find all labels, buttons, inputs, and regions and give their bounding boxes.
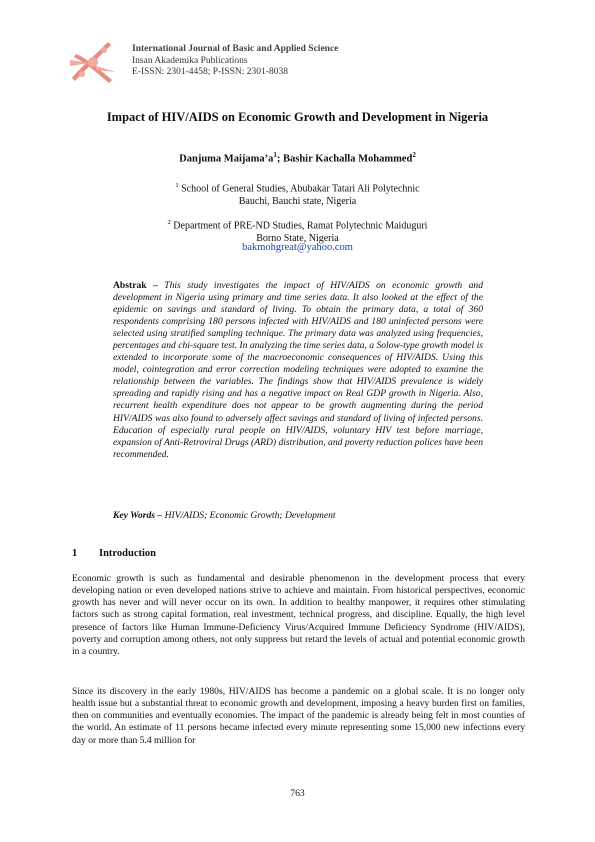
paragraph-2: Since its discovery in the early 1980s, HIV/AIDS has become a pandemic on a global scale. It is no longer only health issue but a substantial threat to economic growth and development, imposing a heavy burden first on families, then on communities and eventually economies. The impact of the pandemic is already being felt in most counties of the world. An estimate of 11 persons became infected every minute representing some 15,000 new infections every day or more than 5.4 million for: [72, 686, 525, 746]
section-title: Introduction: [99, 548, 156, 559]
affiliation-1-line2: Bauchi, Bauchi state, Nigeria: [238, 196, 357, 208]
section-heading: [72, 548, 156, 559]
author-separator: ;: [276, 153, 283, 165]
author-2-sup: 2: [412, 151, 416, 159]
affiliation-2-line2: Borno State, Nigeria: [256, 233, 339, 245]
keywords-label: Key Words –: [113, 510, 163, 521]
affiliation-2-sup: 2: [167, 219, 171, 226]
affiliation-1-sup: 1: [175, 182, 179, 189]
page-number: 763: [290, 788, 305, 799]
paragraph-1: Economic growth is such as fundamental and desirable phenomenon in the development process that every developing nation or even developed nations strive to achieve and maintain. From historical perspectives, economic growth has never and will never occur on its own. In addition to healthy manpower, it requires other stimulating factors such as strong capital formation, real investment, technical progress, and discipline. Equally, the high level presence of factors like Human Immune-Deficiency Virus/Acquired Immune Deficiency Syndrome (HIV/AIDS), poverty and corruption among others, not only suppress but retard the levels of actual and potential economic growth in a country.: [72, 573, 525, 657]
journal-logo-icon: [68, 36, 126, 86]
paper-title: Impact of HIV/AIDS on Economic Growth and Development in Nigeria: [106, 110, 489, 124]
author-1: Danjuma Maijama’a: [179, 153, 274, 165]
keywords-text: HIV/AIDS; Economic Growth; Development: [162, 510, 336, 521]
keywords: [113, 510, 483, 521]
abstract-label: Abstrak –: [113, 280, 158, 291]
affiliation-1-line1: School of General Studies, Abubakar Tatari Ali Polytechnic: [181, 183, 420, 195]
author-line: [0, 151, 595, 165]
journal-info: [132, 44, 338, 79]
journal-issn: E-ISSN: 2301-4458; P-ISSN: 2301-8038: [132, 67, 288, 77]
journal-name: International Journal of Basic and Applied Science: [132, 44, 339, 54]
affiliation-2: [0, 216, 595, 245]
abstract: [113, 280, 483, 461]
abstract-text: This study investigates the impact of HIV/AIDS on economic growth and development in Nigeria using primary and time series data. It also looked at the effect of the epidemic on savings and standard of living. To obtain the primary data, a total of 360 respondents comprising 180 persons infected with HIV/AIDS and 180 uninfected persons were selected using stratified sampling technique. The primary data was analyzed using frequencies, percentages and chi-square test. In analyzing the time series data, a Solow-type growth model is extended to incorporate some of the macroeconomic consequences of HIV/AIDS. Using this model, cointegration and error correction modeling techniques were adopted to examine the relationship between the variables. The findings show that HIV/AIDS prevalence is widely spreading and rapidly rising and has a negative impact on Real GDP growth in Nigeria. Also, recurrent health expenditure does not appear to be growth augmenting during the period HIV/AIDS was also found to adversely affect savings and standard of living of infected persons. Education of especially rural people on HIV/AIDS, voluntary HIV test before marriage, expansion of Anti-Retroviral Drugs (ARD) distribution, and poverty reduction polices have been recommended.: [113, 280, 484, 460]
affiliation-2-line1: Department of PRE-ND Studies, Ramat Polytechnic Maiduguri: [173, 220, 428, 232]
section-number: 1: [72, 548, 78, 559]
affiliation-1: [0, 179, 595, 208]
author-2: Bashir Kachalla Mohammed: [283, 153, 413, 165]
author-email[interactable]: bakmohgreat@yahoo.com: [242, 242, 353, 253]
journal-header: [68, 36, 468, 86]
author-1-sup: 1: [273, 151, 277, 159]
journal-publisher: Insan Akademika Publications: [132, 55, 248, 66]
